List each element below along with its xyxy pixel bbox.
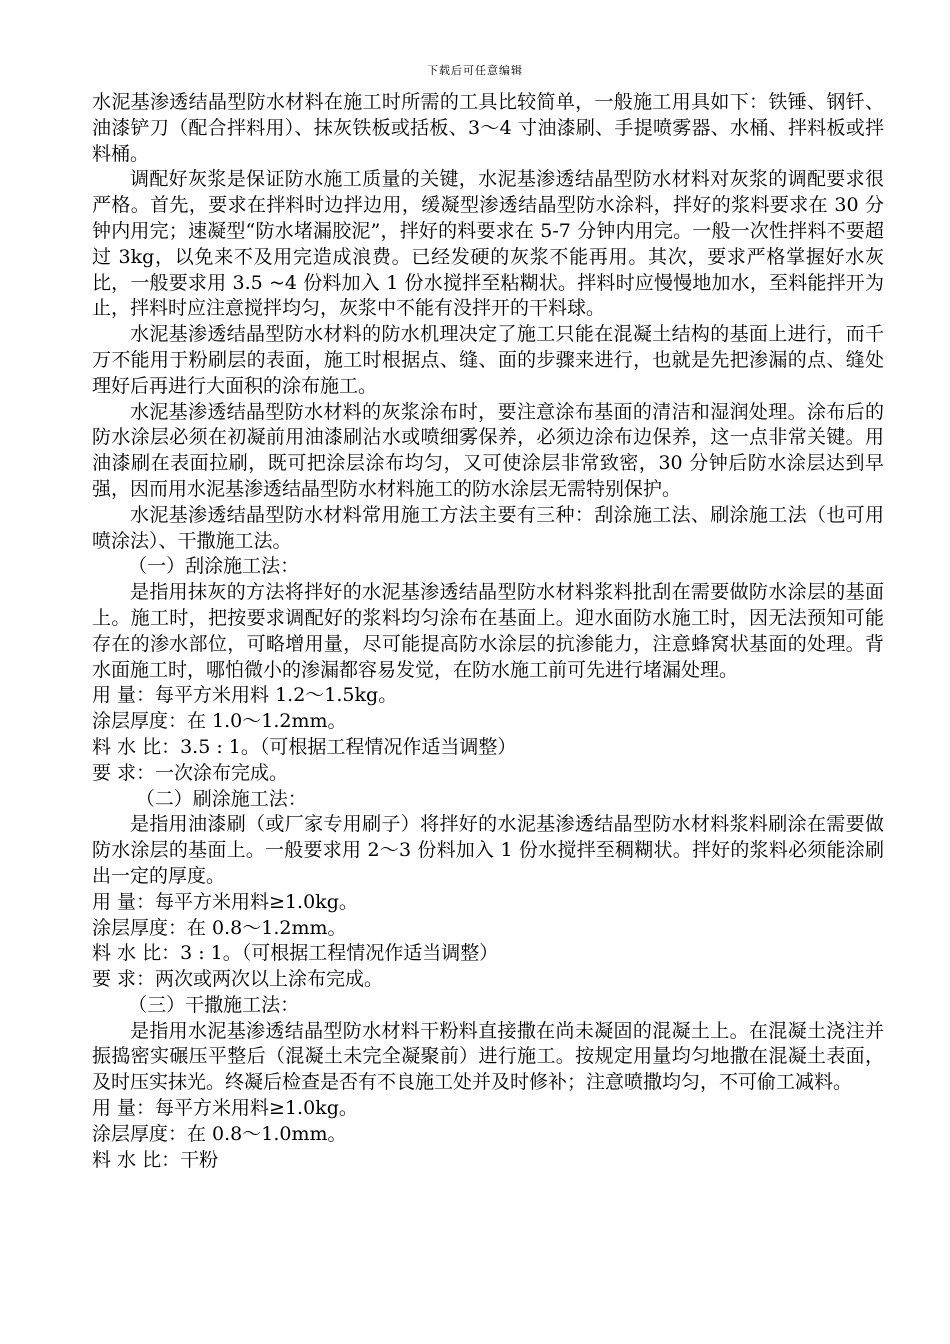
document-body: [92, 90, 884, 1173]
method-3-spec-usage: 用 量：每平方米用料≥1.0kg。: [92, 1097, 358, 1120]
method-1-spec-thickness: 涂层厚度：在 1.0～1.2mm。: [92, 710, 347, 733]
paragraph-coating: 水泥基渗透结晶型防水材料的灰浆涂布时，要注意涂布基面的清洁和湿润处理。涂布后的防水涂层必须在初凝前用油漆刷沾水或喷细雾保养，必须边涂布边保养，这一点非常关键。用油漆刷在表面拉刷，既可把涂层涂布均匀，又可使涂层非常致密，30 分钟后防水涂层达到早强，因而用水泥基渗透结晶型防水材料施工的防水涂层无需特别保护。: [92, 400, 884, 500]
paragraph-tools: 水泥基渗透结晶型防水材料在施工时所需的工具比较简单，一般施工用具如下：铁锤、钢钎、油漆铲刀（配合拌料用）、抹灰铁板或括板、3～4 寸油漆刷、手提喷雾器、水桶、拌料板或拌料桶。: [92, 91, 884, 165]
method-3-spec-thickness: 涂层厚度：在 0.8～1.0mm。: [92, 1122, 347, 1145]
method-2-spec-ratio: 料 水 比：3 : 1。（可根据工程情况作适当调整）: [92, 942, 499, 965]
method-2-spec-usage: 用 量：每平方米用料≥1.0kg。: [92, 890, 358, 913]
method-1-spec-requirement: 要 求：一次涂布完成。: [92, 761, 289, 784]
paragraph-mechanism: 水泥基渗透结晶型防水材料的防水机理决定了施工只能在混凝土结构的基面上进行，而千万不能用于粉刷层的表面，施工时根据点、缝、面的步骤来进行，也就是先把渗漏的点、缝处理好后再进行大面积的涂布施工。: [92, 323, 884, 397]
method-2-spec-requirement: 要 求：两次或两次以上涂布完成。: [92, 968, 384, 991]
page-header: 下载后可任意编辑: [427, 64, 523, 77]
paragraph-methods-overview: 水泥基渗透结晶型防水材料常用施工方法主要有三种：刮涂施工法、刷涂施工法（也可用喷涂法）、干撒施工法。: [92, 503, 884, 552]
paragraph-mixing: 调配好灰浆是保证防水施工质量的关键，水泥基渗透结晶型防水材料对灰浆的调配要求很严格。首先，要求在拌料时边拌边用，缓凝型渗透结晶型防水涂料，拌好的浆料要求在 30 分钟内用完；速凝型“防水堵漏胶泥”，拌好的料要求在 5-7 分钟内用完。一般一次性拌料不要超过 3kg，以免来不及用完造成浪费。已经发硬的灰浆不能再用。其次，要求严格掌握好水灰比，一般要求用 3.5 ~4 份料加入 1 份水搅拌至粘糊状。拌料时应慢慢地加水，至料能拌开为止，拌料时应注意搅拌均匀，灰浆中不能有没拌开的干料球。: [92, 168, 884, 320]
method-1-spec-ratio: 料 水 比：3.5 : 1。（可根据工程情况作适当调整）: [92, 735, 517, 758]
method-2-title: （二）刷涂施工法：: [135, 787, 307, 810]
method-3-title: （三）干撒施工法：: [128, 993, 300, 1016]
method-1-description: 是指用抹灰的方法将拌好的水泥基渗透结晶型防水材料浆料批刮在需要做防水涂层的基面上。施工时，把按要求调配好的浆料均匀涂布在基面上。迎水面防水施工时，因无法预知可能存在的渗水部位，可略增用量，尽可能提高防水涂层的抗渗能力，注意蜂窝状基面的处理。背水面施工时，哪怕微小的渗漏都容易发觉，在防水施工前可先进行堵漏处理。: [92, 581, 884, 681]
method-1-title: （一）刮涂施工法：: [128, 555, 300, 578]
method-3-spec-ratio: 料 水 比：干粉: [92, 1148, 219, 1171]
method-1-spec-usage: 用 量：每平方米用料 1.2～1.5kg。: [92, 684, 398, 707]
method-2-spec-thickness: 涂层厚度：在 0.8～1.2mm。: [92, 916, 347, 939]
method-2-description: 是指用油漆刷（或厂家专用刷子）将拌好的水泥基渗透结晶型防水材料浆料刷涂在需要做防水涂层的基面上。一般要求用 2～3 份料加入 1 份水搅拌至稠糊状。拌好的浆料必须能涂刷出一定的厚度。: [92, 813, 884, 887]
method-3-description: 是指用水泥基渗透结晶型防水材料干粉料直接撒在尚未凝固的混凝土上。在混凝土浇注并振捣密实碾压平整后（混凝土未完全凝聚前）进行施工。按规定用量均匀地撒在混凝土表面，及时压实抹光。终凝后检查是否有不良施工处并及时修补；注意喷撒均匀，不可偷工减料。: [92, 1019, 884, 1094]
